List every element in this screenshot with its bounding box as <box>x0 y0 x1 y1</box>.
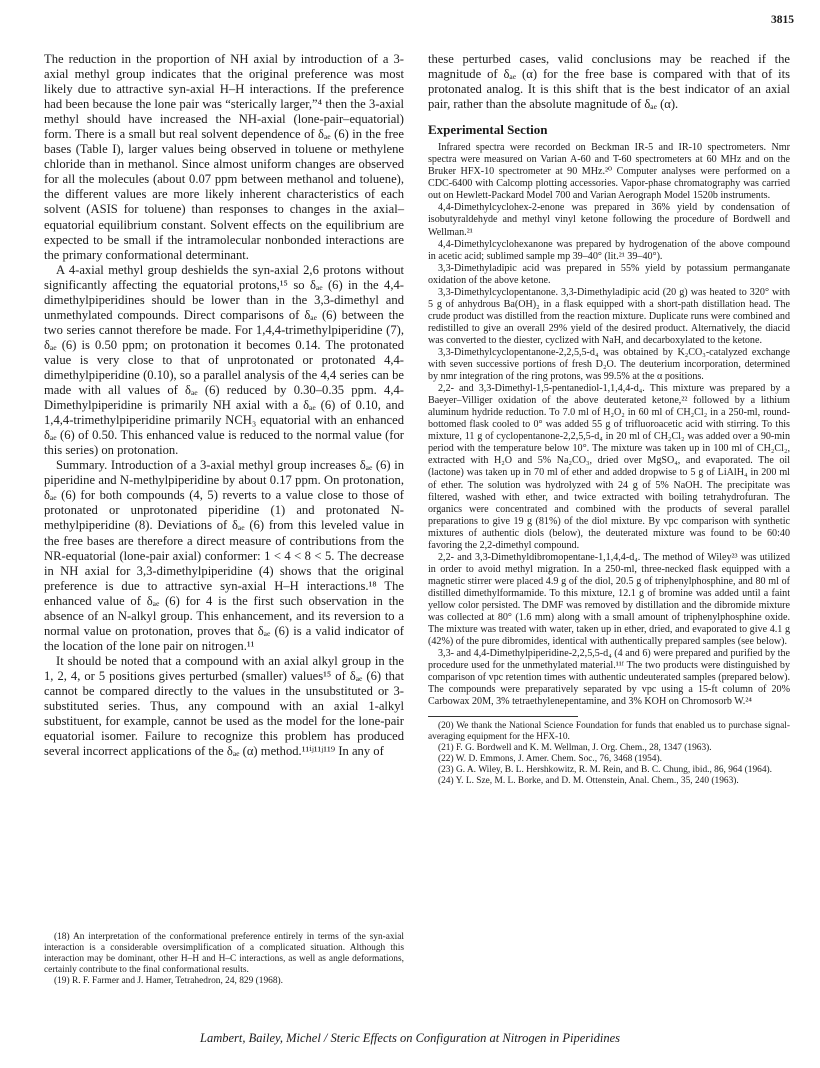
experimental-paragraph: 2,2- and 3,3-Dimethyldibromopentane-1,1,4,4-d₄. The method of Wiley²³ was utilized in order to avoid methyl migration. In a 250-ml, three-necked flask equipped with a magnetic stirrer were placed 4.9 g of the diol, 20.5 g of triphenylphosphine, and 80 ml of distilled dimethylformamide. To this mixture, 12.1 g of bromine was added until a faint yellow color persisted. The DMF was removed by distillation and the dibromide mixture was collected at 80° (1.6 mm) along with a small amount of triphenylphosphine oxide. The mixture was treated with water, taken up in ether, dried, and evaporated to give 4.1 g (42%) of the pure dibromides, identical with authentically prepared samples (see below). <box>428 551 790 648</box>
footnote: (23) G. A. Wiley, B. L. Hershkowitz, R. M. Rein, and B. C. Chung, ibid., 86, 964 (1964). <box>438 765 772 776</box>
footnote: (19) R. F. Farmer and J. Hamer, Tetrahedron, 24, 829 (1968). <box>54 976 283 986</box>
left-column <box>44 52 404 759</box>
experimental-paragraph: 4,4-Dimethylcyclohex-2-enone was prepared in 36% yield by condensation of isobutyraldehyde and methyl vinyl ketone following the procedure of Bordwell and Wellman.²¹ <box>428 202 790 238</box>
experimental-paragraph: 3,3-Dimethylcyclopentanone. 3,3-Dimethyladipic acid (20 g) was heated to 320° with 5 g of anhydrous Ba(OH)₂ in a flask equipped with a short-path distillation head. The crude product was distilled from the reaction mixture. Duplicate runs were combined and redistilled to give an overall 29% yield of the desired product. Alternatively, the diacid was converted to the diester, cyclized with NaH, and decarboxylated to the ketone. <box>428 286 790 346</box>
summary-paragraph: Summary. Introduction of a 3-axial methyl group increases δₐₑ (6) in piperidine and N-methylpiperidine by about 0.17 ppm. On protonation, δₐₑ (6) for both compounds (4, 5) reverts to a value close to those of protonated or unprotonated piperidine (1) and protonated N-methylpiperidine (8). Deviations of δₐₑ (6) from this leveled value in the free bases are therefore a direct measure of contributions from the NR-equatorial (lone-pair axial) conformer: 1 < 4 < 8 < 5. The decrease in NH axial for 3,3-dimethylpiperidine (4) shows that the original preference is due to attractive syn-axial H–H interactions.¹⁸ The enhanced value of δₐₑ (6) for 4 is the first such observation in the absence of an N-alkyl group. This enhancement, and its reversion to a normal value on protonation, proves that δₐₑ (6) is a valid indicator of the location of the lone pair on nitrogen.¹¹ <box>44 458 404 653</box>
footnote: (20) We thank the National Science Foundation for funds that enabled us to purchase signal-averaging equipment for the HFX-10. <box>428 721 790 743</box>
body-paragraph: these perturbed cases, valid conclusions may be reached if the magnitude of δₐₑ (α) for the free base is compared with that of its protonated analog. It is this shift that is the best indicator of an axial pair, rather than the absolute magnitude of δₐₑ (α). <box>428 52 790 112</box>
experimental-paragraph: 3,3-Dimethyladipic acid was prepared in 55% yield by potassium permanganate oxidation of the above ketone. <box>428 262 790 286</box>
body-paragraph: A 4-axial methyl group deshields the syn-axial 2,6 protons without significantly affecting the equatorial protons,¹⁵ so δₐₑ (6) in the 4,4-dimethylpiperidines should be lower than in the 3,3-dimethyl and unmethylated compounds. Direct comparisons of δₐₑ (6) between the two series cannot therefore be made. For 1,4,4-trimethylpiperidine (7), δₐₑ (6) is 0.50 ppm; on protonation it becomes 0.14. The protonated value is very close to that of unprotonated or protonated 4,4-dimethylpiperidine (0.10), so a parallel analysis of the 4,4 series can be made with all values of δₐₑ (6) reduced by 0.30–0.35 ppm. 4,4-Dimethylpiperidine is primarily NH axial with a δₐₑ (6) of 0.10, and 1,4,4-trimethylpiperidine primarily NCH₃ equatorial with an enhanced δₐₑ (6) of 0.50. This enhanced value is reduced to the normal value (for this series) on protonation. <box>44 262 404 458</box>
page-number: 3815 <box>771 14 794 26</box>
experimental-paragraph: Infrared spectra were recorded on Beckman IR-5 and IR-10 spectrometers. Nmr spectra were measured on Varian A-60 and T-60 spectrometers at 60 MHz and on the Bruker HFX-10 spectrometer at 90 MHz.²⁰ Computer analyses were performed on a CDC-6400 with Calcomp plotting accessories. Vapor-phase chromatography was carried out on Hewlett-Packard Model 700 and Varian Aerograph Model 1520b instruments. <box>428 142 790 202</box>
right-column <box>428 52 790 787</box>
footnote: (21) F. G. Bordwell and K. M. Wellman, J. Org. Chem., 28, 1347 (1963). <box>438 743 712 754</box>
footnote: (22) W. D. Emmons, J. Amer. Chem. Soc., 76, 3468 (1954). <box>438 754 662 765</box>
section-title: Experimental Section <box>428 122 548 138</box>
left-footnotes <box>44 932 404 987</box>
experimental-paragraph: 4,4-Dimethylcyclohexanone was prepared by hydrogenation of the above compound in acetic acid; sublimed sample mp 39–40° (lit.²¹ 39–40°). <box>428 238 790 262</box>
experimental-paragraph: 3,3- and 4,4-Dimethylpiperidine-2,2,5,5-d₄ (4 and 6) were prepared and purified by the procedure used for the unmethylated material.¹¹ᶠ The two products were distinguished by comparison of vpc retention times with authentic undeuterated samples (prepared below). The compounds were preparatively separated by vpc using a 15-ft column of 20% Carbowax 20M, 3% tetraethylenepentamine, and 3% KOH on Chromosorb W.²⁴ <box>428 648 790 708</box>
footnote-divider <box>428 716 578 717</box>
experimental-paragraph: 3,3-Dimethylcyclopentanone-2,2,5,5-d₄ was obtained by K₂CO₃-catalyzed exchange with seven successive portions of fresh D₂O. The deuterium incorporation, determined by nmr integration of the ring protons, was 99.5% at the α positions. <box>428 346 790 383</box>
footnote: (18) An interpretation of the conformational preference entirely in terms of the syn-axial interaction is a considerable oversimplification of a complicated situation. Although this interaction may be dominant, other H–H and H–C interactions, as well as angle deformations, certainly contribute to the final conformational results. <box>44 932 404 975</box>
body-paragraph: It should be noted that a compound with an axial alkyl group in the 1, 2, 4, or 5 positions gives perturbed (smaller) values¹⁵ of δₐₑ (6) that cannot be compared directly to the values in the unsubstituted or 3-substituted series. Thus, any compound with an axial 1-alkyl substituent, for example, cannot be used as the model for the lone-pair equatorial isomer. Failure to recognize this problem has produced several incorrect applications of the δₐₑ (α) method.¹¹ⁱʲ¹¹ʲ¹¹⁹ In any of <box>44 653 404 759</box>
footnote: (24) Y. L. Sze, M. L. Borke, and D. M. Ottenstein, Anal. Chem., 35, 240 (1963). <box>438 776 739 787</box>
running-footer: Lambert, Bailey, Michel / Steric Effects on Configuration at Nitrogen in Piperidines <box>200 1031 620 1045</box>
experimental-paragraph: 2,2- and 3,3-Dimethyl-1,5-pentanediol-1,1,4,4-d₄. This mixture was prepared by a Baeyer–Villiger oxidation of the above deuterated ketone,²² followed by a lithium aluminum hydride reduction. To 7.0 ml of H₂O₂ in 60 ml of CH₂Cl₂ in a 250-ml, round-bottomed flask cooled to 0° was added 55 g of trifluoroacetic acid with stirring. To this mixture, 11 g of cyclopentanone-2,2,5,5-d₄ in 20 ml of CH₂Cl₂ was added over a 90-min period with the temperature below 10°. The mixture was taken up in 100 ml of CH₂Cl₂, extracted with H₂O and 5% Na₂CO₃, dried over MgSO₄, and evaporated. The oil (lactone) was taken up in 70 ml of ether and added dropwise to 5 g of LiAlH₄ in 200 ml of ether. The solution was hydrolyzed with 24 g of 5% NaOH. The precipitate was filtered, washed with ether, and twice extracted with boiling tetrahydrofuran. The organics were concentrated and combined with the products of several parallel preparations to give 19 g (81%) of the diol mixture. By vpc comparison with synthetic mixtures of authentic diols (below), the deuterated mixture was found to be 60:40 favoring the 2,2-dimethyl compound. <box>428 383 790 551</box>
body-paragraph: The reduction in the proportion of NH axial by introduction of a 3-axial methyl group indicates that the original preference was most likely due to attractive syn-axial H–H interactions. If the preference had been because the lone pair was “sterically larger,”⁴ then the 3-axial methyl should have increased the NH-axial (lone-pair–equatorial) form. There is a small but real solvent dependence of δₐₑ (6) in the free bases (Table I), larger values being observed in toluene or methylene chloride than in methanol. Since almost uniform changes are observed for all the molecules (about 0.07 ppm between methanol and toluene), the different values are more likely inherent characteristics of each solvent (ASIS for toluene) than responses to changes in the axial–equatorial equilibrium constant. Solvent effects on the equilibrium are expected to be small if the intramolecular nonbonded interactions are the primary conformational determinant. <box>44 52 404 262</box>
